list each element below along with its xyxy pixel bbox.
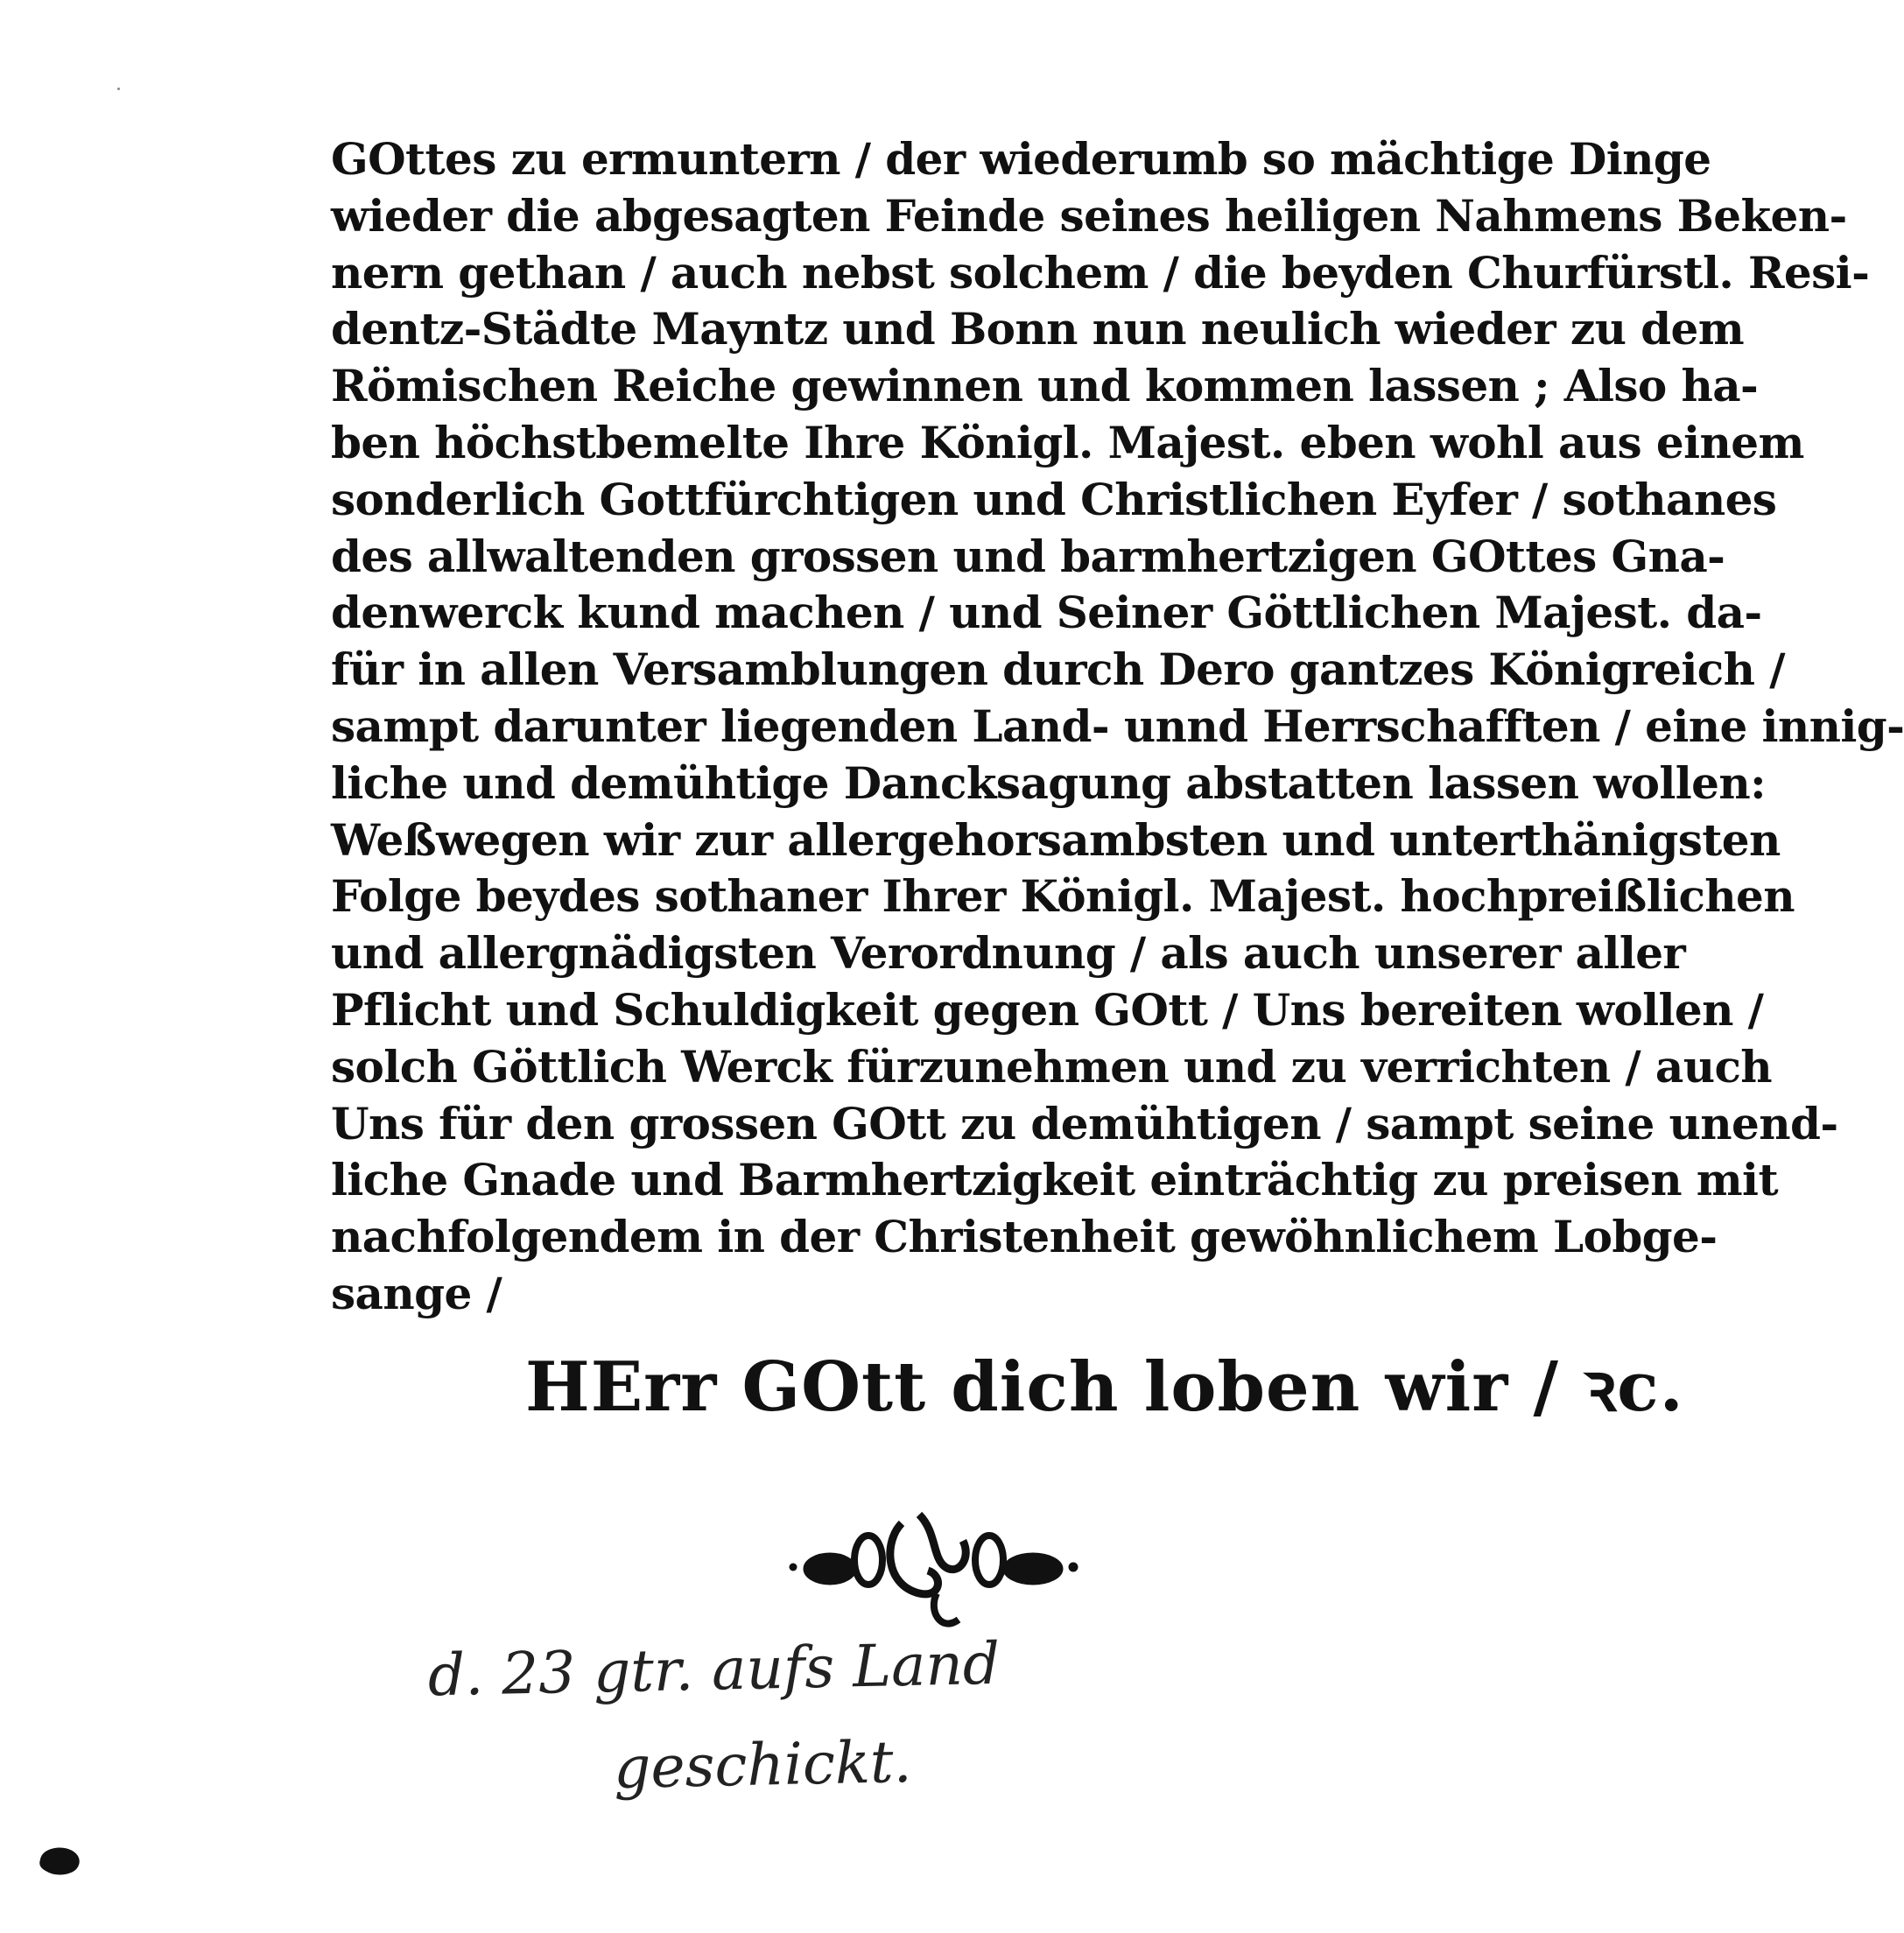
body-line: des allwaltenden grossen und barmhertzigen GOttes Gna-	[331, 530, 1725, 582]
handwritten-note-line: d. 23 gtr. aufs Land	[427, 1629, 1001, 1710]
body-line: Weßwegen wir zur allergehorsambsten und unterthänigsten	[331, 813, 1781, 866]
hymn-heading: HErr GOtt dich loben wir / ꝛc.	[525, 1347, 1684, 1427]
body-text	[331, 131, 1904, 1323]
body-line: solch Göttlich Werck fürzunehmen und zu verrichten / auch	[331, 1040, 1773, 1093]
body-line: Pflicht und Schuldigkeit gegen GOtt / Uns bereiten wollen /	[331, 983, 1764, 1036]
body-line: für in allen Versamblungen durch Dero gantzes Königreich /	[331, 643, 1785, 696]
body-line: Uns für den grossen GOtt zu demühtigen / sampt seine unend-	[331, 1097, 1838, 1149]
ink-blot	[37, 1845, 82, 1877]
body-line: dentz-Städte Mayntz und Bonn nun neulich wieder zu dem	[331, 303, 1745, 355]
body-line: Römischen Reiche gewinnen und kommen lassen ; Also ha-	[331, 360, 1759, 412]
body-line: nern gethan / auch nebst solchem / die beyden Churfürstl. Resi-	[331, 246, 1870, 299]
body-line: nachfolgendem in der Christenheit gewöhnlichem Lobge-	[331, 1211, 1718, 1263]
body-line: Folge beydes sothaner Ihrer Königl. Majest. hochpreißlichen	[331, 870, 1795, 923]
body-line: sampt darunter liegenden Land- unnd Herrschafften / eine innig-	[331, 699, 1904, 752]
body-line: sange /	[331, 1267, 502, 1319]
body-line: denwerck kund machen / und Seiner Göttlichen Majest. da-	[331, 587, 1762, 639]
paper-speck	[117, 88, 120, 90]
body-line: liche und demühtige Dancksagung abstatten lassen wollen:	[331, 756, 1766, 809]
body-line: wieder die abgesagten Feinde seines heiligen Nahmens Beken-	[331, 189, 1847, 242]
body-line: ben höchstbemelte Ihre Königl. Majest. eben wohl aus einem	[331, 416, 1804, 468]
body-line: GOttes zu ermuntern / der wiederumb so mächtige Dinge	[331, 133, 1711, 185]
handwritten-note-line: geschickt.	[613, 1727, 913, 1803]
body-line: und allergnädigsten Verordnung / als auch unserer aller	[331, 927, 1686, 980]
body-line: liche Gnade und Barmhertzigkeit einträchtig zu preisen mit	[331, 1154, 1778, 1206]
body-line: sonderlich Gottfürchtigen und Christlichen Eyfer / sothanes	[331, 473, 1777, 525]
handwritten-note	[427, 1612, 1219, 1821]
